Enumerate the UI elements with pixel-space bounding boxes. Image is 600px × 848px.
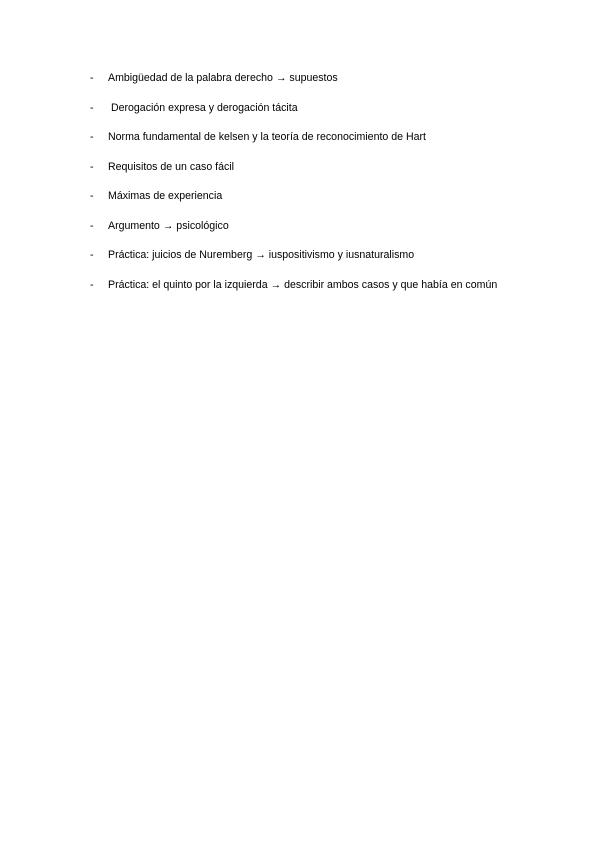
bullet-dash: - — [90, 278, 94, 291]
list-item-text: Máximas de experiencia — [108, 190, 223, 202]
bullet-dash: - — [90, 249, 94, 261]
list-item-text: Práctica: el quinto por la izquierda → describir ambos casos y que había en común — [108, 278, 498, 291]
list-item — [90, 101, 570, 131]
list-item — [90, 130, 570, 160]
bullet-dash: - — [90, 101, 94, 114]
list-item — [90, 278, 570, 308]
bullet-list — [90, 71, 570, 307]
list-item-text: Norma fundamental de kelsen y la teoría de reconocimiento de Hart — [108, 131, 426, 143]
list-item — [90, 189, 570, 219]
list-item-text: Ambigüedad de la palabra derecho → supuestos — [108, 72, 338, 84]
list-item — [90, 219, 570, 249]
list-item — [90, 160, 570, 190]
bullet-dash: - — [90, 131, 94, 143]
bullet-dash: - — [90, 190, 94, 202]
list-item-text: Práctica: juicios de Nuremberg → iuspositivismo y iusnaturalismo — [108, 249, 415, 261]
list-item-text: Requisitos de un caso fácil — [108, 160, 235, 173]
list-item-text: Derogación expresa y derogación tácita — [108, 101, 298, 114]
bullet-dash: - — [90, 160, 94, 173]
bullet-dash: - — [90, 219, 94, 232]
bullet-dash: - — [90, 72, 94, 84]
list-item-text: Argumento → psicológico — [108, 219, 229, 232]
list-item — [90, 248, 570, 278]
list-item — [90, 71, 570, 101]
